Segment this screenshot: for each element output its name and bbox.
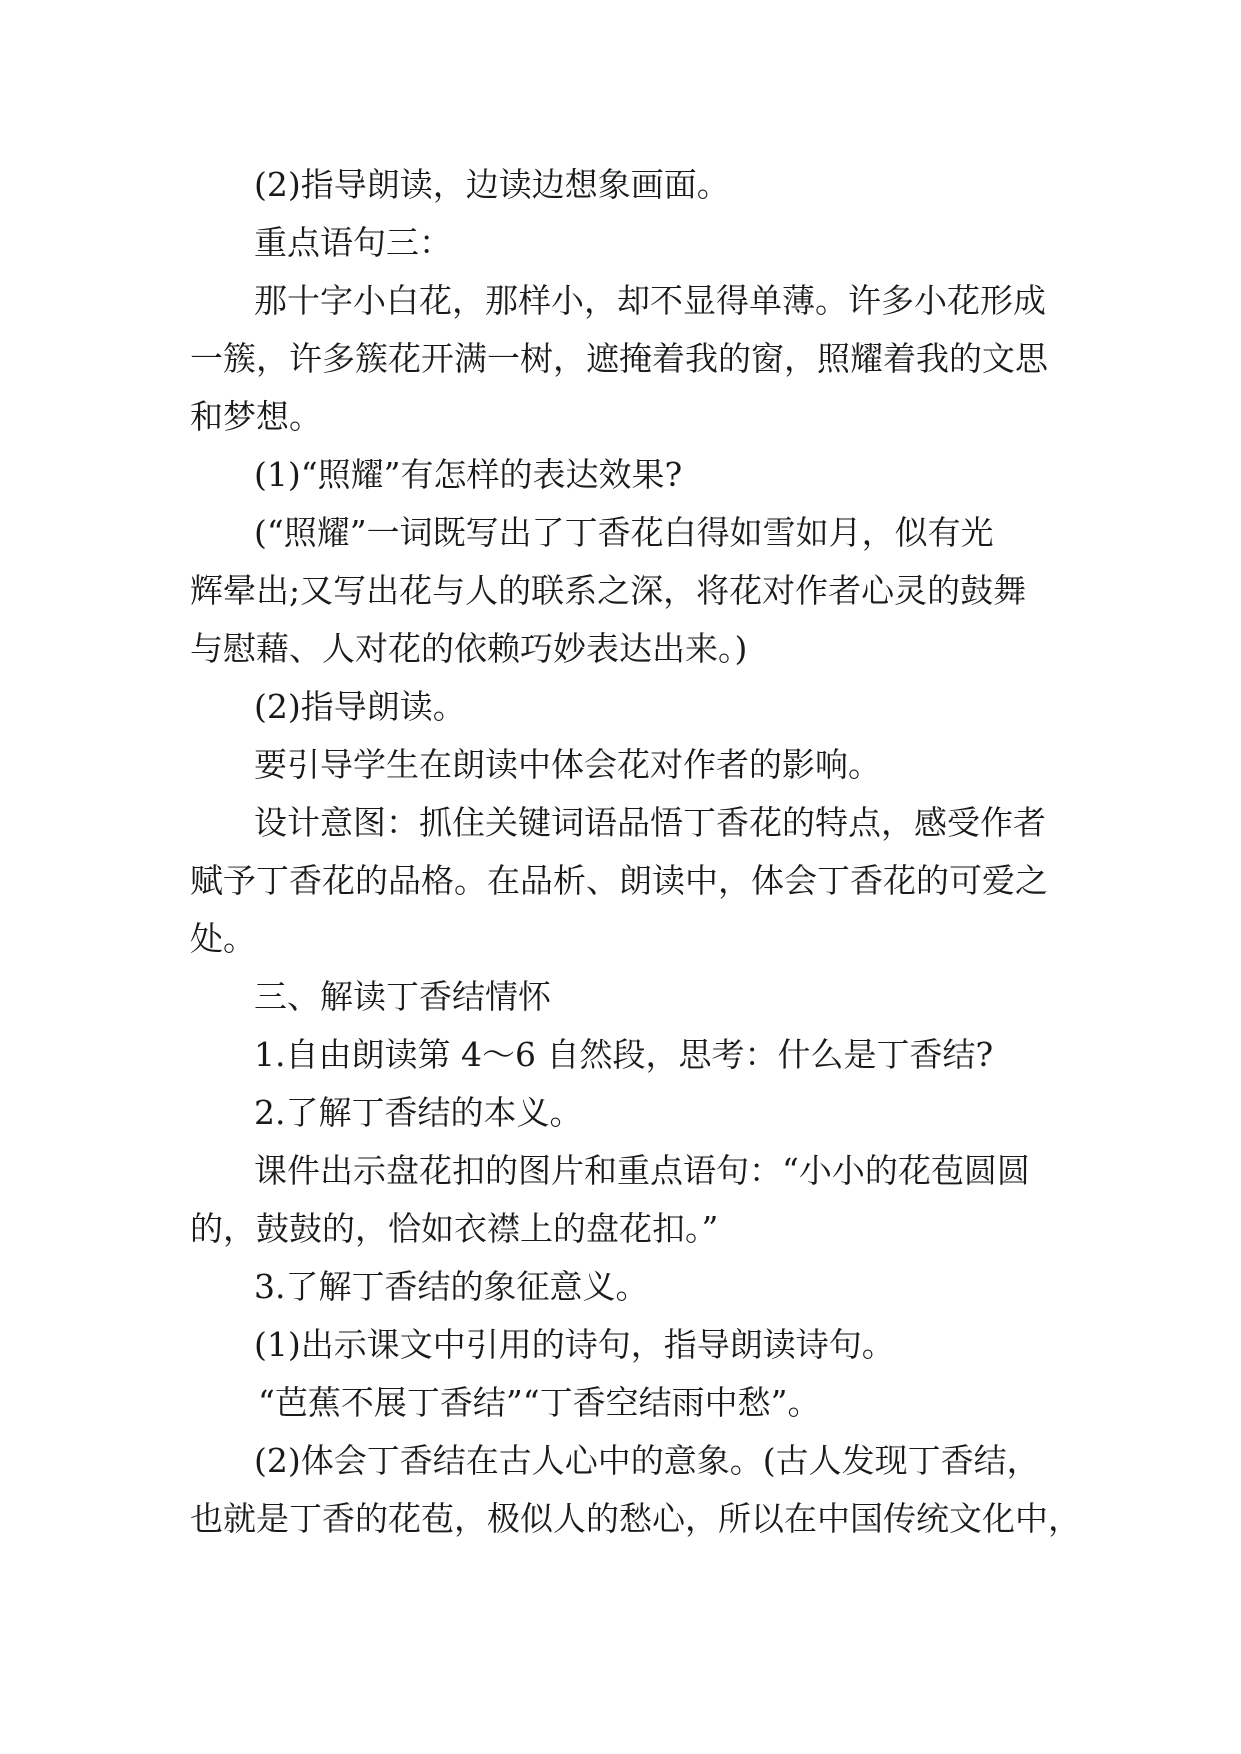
text-line: 那十字小白花，那样小，却不显得单薄。许多小花形成 <box>254 281 1046 320</box>
text-line: (1)“照耀”有怎样的表达效果? <box>254 455 683 494</box>
text-line: 设计意图：抓住关键词语品悟丁香花的特点，感受作者 <box>254 803 1046 842</box>
text-line: 的，鼓鼓的，恰如衣襟上的盘花扣。” <box>190 1209 719 1248</box>
text-line: 重点语句三： <box>254 223 452 262</box>
text-line: 与慰藉、人对花的依赖巧妙表达出来。) <box>190 629 748 668</box>
text-line: (1)出示课文中引用的诗句，指导朗读诗句。 <box>254 1325 895 1364</box>
text-line: 课件出示盘花扣的图片和重点语句：“小小的花苞圆圆 <box>254 1151 1030 1190</box>
text-line: (“照耀”一词既写出了丁香花白得如雪如月，似有光 <box>254 513 994 552</box>
text-line: 3.了解丁香结的象征意义。 <box>254 1267 649 1306</box>
text-line: 1.自由朗读第 4～6 自然段，思考：什么是丁香结? <box>254 1035 994 1074</box>
text-line: 也就是丁香的花苞，极似人的愁心，所以在中国传统文化中， <box>190 1499 1081 1538</box>
text-line: 赋予丁香花的品格。在品析、朗读中，体会丁香花的可爱之 <box>190 861 1048 900</box>
text-line: 2.了解丁香结的本义。 <box>254 1093 583 1132</box>
text-line: 和梦想。 <box>190 397 322 436</box>
text-line: 辉晕出;又写出花与人的联系之深，将花对作者心灵的鼓舞 <box>190 571 1027 610</box>
text-line: 处。 <box>190 919 256 958</box>
section-heading: 三、解读丁香结情怀 <box>254 977 551 1016</box>
text-line: “芭蕉不展丁香结”“丁香空结雨中愁”。 <box>258 1383 821 1422</box>
text-line: 一簇，许多簇花开满一树，遮掩着我的窗，照耀着我的文思 <box>190 339 1048 378</box>
text-line: (2)指导朗读。 <box>254 687 466 726</box>
text-line: (2)体会丁香结在古人心中的意象。(古人发现丁香结， <box>254 1441 1040 1480</box>
text-line: 要引导学生在朗读中体会花对作者的影响。 <box>254 745 881 784</box>
text-line: (2)指导朗读，边读边想象画面。 <box>254 165 730 204</box>
